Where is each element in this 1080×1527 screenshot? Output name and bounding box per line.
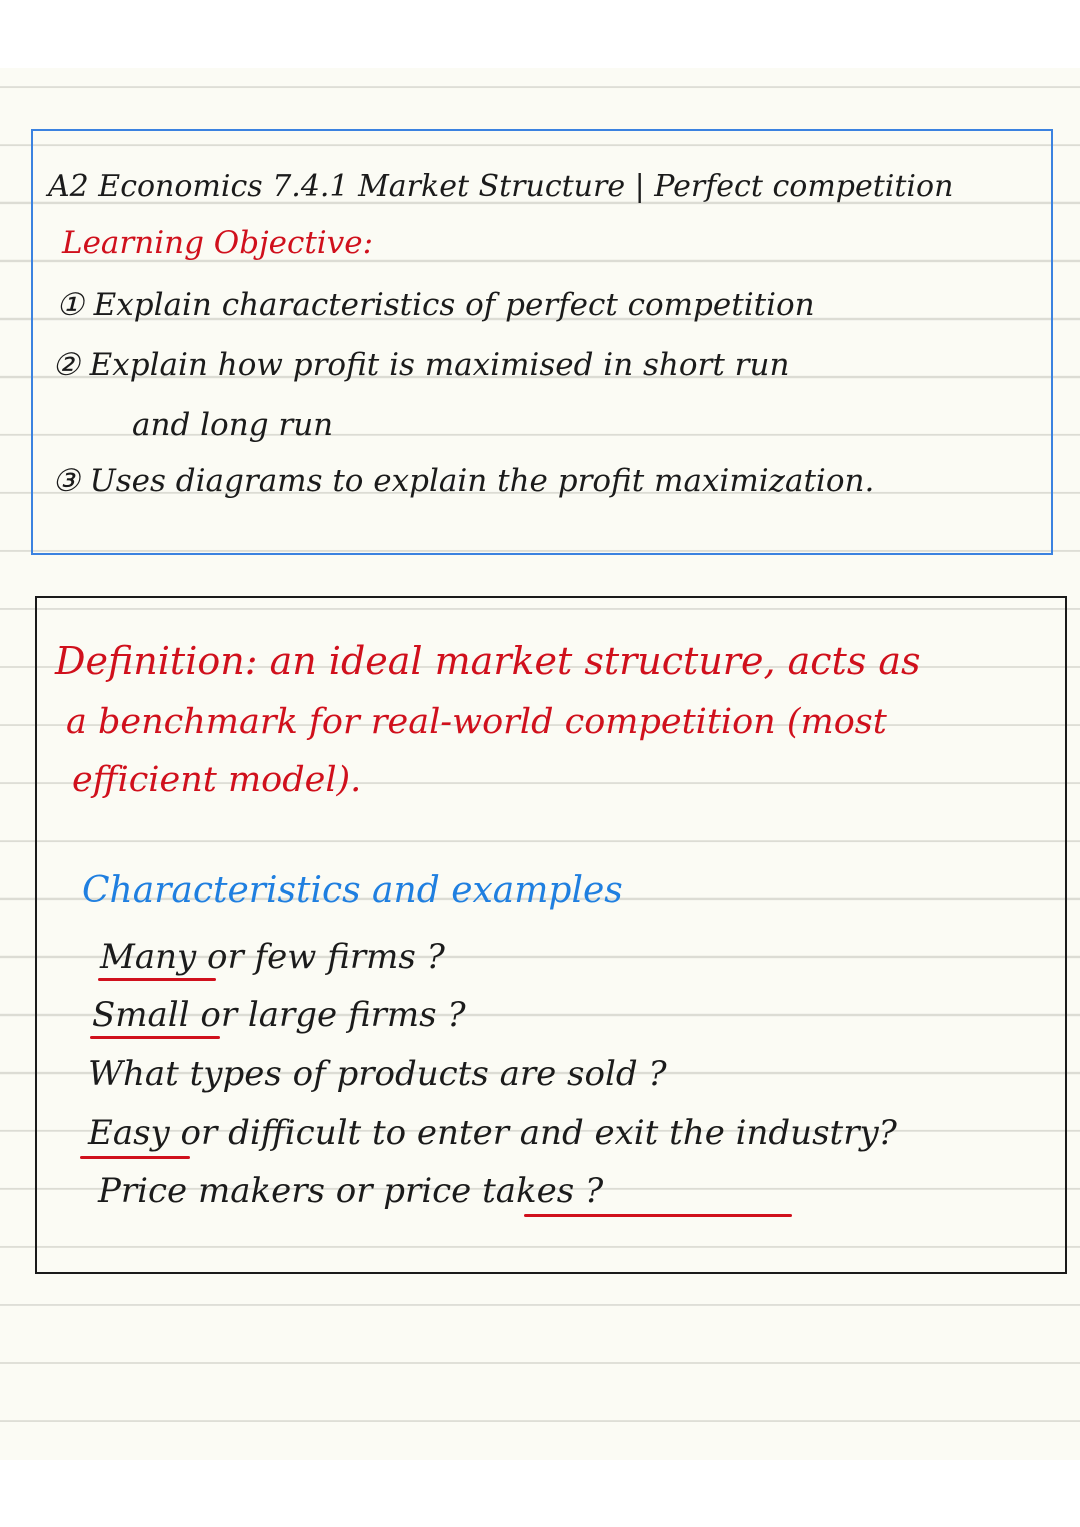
definition-line-2: a benchmark for real-world competition (most [66,702,887,742]
objective-2: ② Explain how profit is maximised in short run [52,347,790,383]
underline-easy [80,1156,190,1159]
question-small-or-large: Small or large firms ? [92,995,466,1035]
definition-line-1: Definition: an ideal market structure, acts as [55,639,921,683]
objective-3: ③ Uses diagrams to explain the profit maximization. [52,463,875,499]
question-many-or-few: Many or few firms ? [100,937,445,977]
underline-price-takes [524,1214,792,1217]
question-entry-exit: Easy or difficult to enter and exit the industry? [88,1113,897,1153]
characteristics-heading: Characteristics and examples [82,870,623,911]
definition-line-3: efficient model). [72,760,362,800]
underline-many [98,978,216,981]
underline-small [90,1036,220,1039]
learning-objective-heading: Learning Objective: [62,225,374,261]
objective-1: ① Explain characteristics of perfect competition [56,287,815,323]
objective-2-continued: and long run [132,407,334,443]
page-title: A2 Economics 7.4.1 Market Structure | Perfect competition [48,169,954,204]
question-product-types: What types of products are sold ? [88,1054,667,1094]
question-price-makers: Price makers or price takes ? [98,1171,604,1211]
